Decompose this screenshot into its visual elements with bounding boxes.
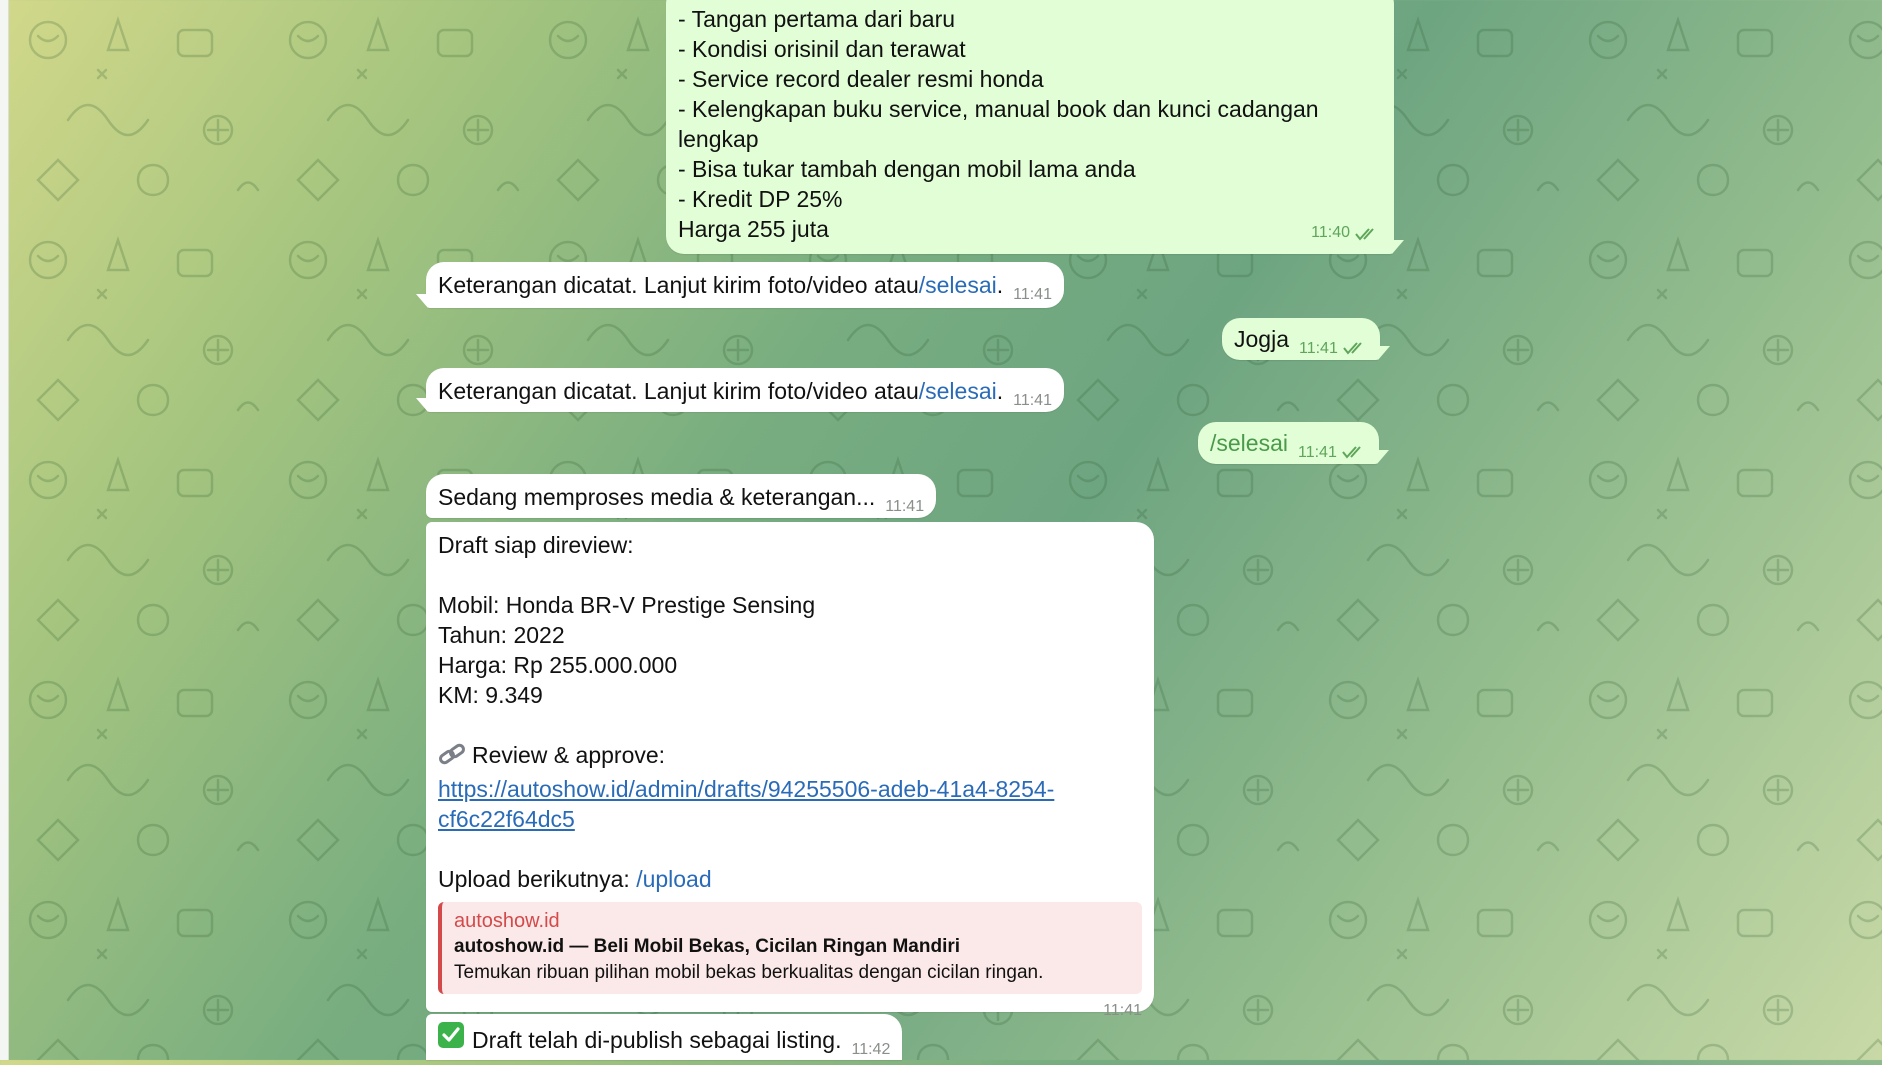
check-mark-button-icon bbox=[438, 1022, 464, 1048]
message-text: /selesai bbox=[1210, 430, 1288, 456]
message-time: 11:41 bbox=[1013, 392, 1052, 409]
message-incoming-draft[interactable] bbox=[426, 522, 1154, 1019]
message-line: - Bisa tukar tambah dengan mobil lama anda bbox=[678, 156, 1136, 182]
message-time: 11:41 bbox=[1297, 444, 1337, 461]
command-link-upload[interactable]: /upload bbox=[636, 866, 712, 892]
link-preview-title: autoshow.id — Beli Mobil Bekas, Cicilan Ringan Mandiri bbox=[454, 936, 961, 957]
message-time: 11:42 bbox=[851, 1041, 891, 1058]
link-icon bbox=[438, 743, 466, 774]
command-link-selesai[interactable]: /selesai bbox=[918, 272, 997, 298]
link-preview-card[interactable] bbox=[438, 902, 1142, 994]
message-line: - Kredit DP 25% bbox=[678, 186, 843, 212]
message-time: 11:41 bbox=[1103, 1002, 1142, 1019]
message-text: Sedang memproses media & keterangan... bbox=[438, 484, 876, 510]
link-preview-description: Temukan ribuan pilihan mobil bekas berkualitas dengan cicilan ringan. bbox=[454, 962, 1044, 983]
upload-label: Upload berikutnya: bbox=[438, 866, 637, 892]
read-receipt-icon bbox=[1341, 436, 1367, 466]
message-time: 11:41 bbox=[885, 498, 925, 515]
draft-km: KM: 9.349 bbox=[438, 682, 543, 708]
message-line: lengkap bbox=[678, 126, 759, 152]
review-label: Review & approve: bbox=[472, 742, 666, 768]
message-time: 11:40 bbox=[1311, 224, 1350, 241]
message-text-suffix: . bbox=[996, 378, 1004, 404]
message-line: - Kelengkapan buku service, manual book dan kunci cadangan bbox=[678, 96, 1319, 122]
message-incoming-published[interactable] bbox=[426, 1014, 902, 1060]
draft-tahun: Tahun: 2022 bbox=[438, 622, 565, 648]
message-text: Draft telah di-publish sebagai listing. bbox=[472, 1027, 842, 1053]
message-time: 11:41 bbox=[1013, 286, 1052, 303]
message-line: - Tangan pertama dari baru bbox=[678, 6, 956, 32]
read-receipt-icon bbox=[1342, 332, 1368, 362]
review-url-link-continued[interactable]: cf6c22f64dc5 bbox=[438, 806, 575, 832]
message-outgoing-description[interactable] bbox=[666, 0, 1394, 254]
chat-history[interactable] bbox=[8, 0, 1882, 1060]
message-incoming-bot[interactable] bbox=[426, 368, 1064, 412]
message-outgoing-command[interactable] bbox=[1198, 422, 1379, 464]
review-url-link[interactable]: https://autoshow.id/admin/drafts/94255506-adeb-41a4-8254- bbox=[438, 776, 1055, 802]
message-text: Keterangan dicatat. Lanjut kirim foto/video atau bbox=[438, 272, 919, 298]
message-text: Keterangan dicatat. Lanjut kirim foto/video atau bbox=[438, 378, 919, 404]
blank-line bbox=[438, 834, 1142, 864]
blank-line bbox=[438, 560, 1142, 590]
command-link-selesai[interactable]: /selesai bbox=[918, 378, 997, 404]
message-line: - Kondisi orisinil dan terawat bbox=[678, 36, 966, 62]
message-incoming-processing[interactable] bbox=[426, 474, 936, 518]
message-incoming-bot[interactable] bbox=[426, 262, 1064, 308]
message-line: Harga 255 juta bbox=[678, 216, 829, 242]
review-line bbox=[438, 740, 1142, 774]
message-outgoing-location[interactable] bbox=[1222, 318, 1380, 360]
draft-harga: Harga: Rp 255.000.000 bbox=[438, 652, 678, 678]
draft-heading: Draft siap direview: bbox=[438, 532, 634, 558]
blank-line bbox=[438, 710, 1142, 740]
upload-line bbox=[438, 864, 1142, 894]
message-text-suffix: . bbox=[996, 272, 1004, 298]
link-preview-site: autoshow.id bbox=[454, 910, 560, 932]
message-text: Jogja bbox=[1234, 326, 1289, 352]
read-receipt-icon bbox=[1354, 218, 1380, 248]
message-line: - Service record dealer resmi honda bbox=[678, 66, 1044, 92]
message-time: 11:41 bbox=[1298, 340, 1338, 357]
draft-mobil: Mobil: Honda BR-V Prestige Sensing bbox=[438, 592, 816, 618]
